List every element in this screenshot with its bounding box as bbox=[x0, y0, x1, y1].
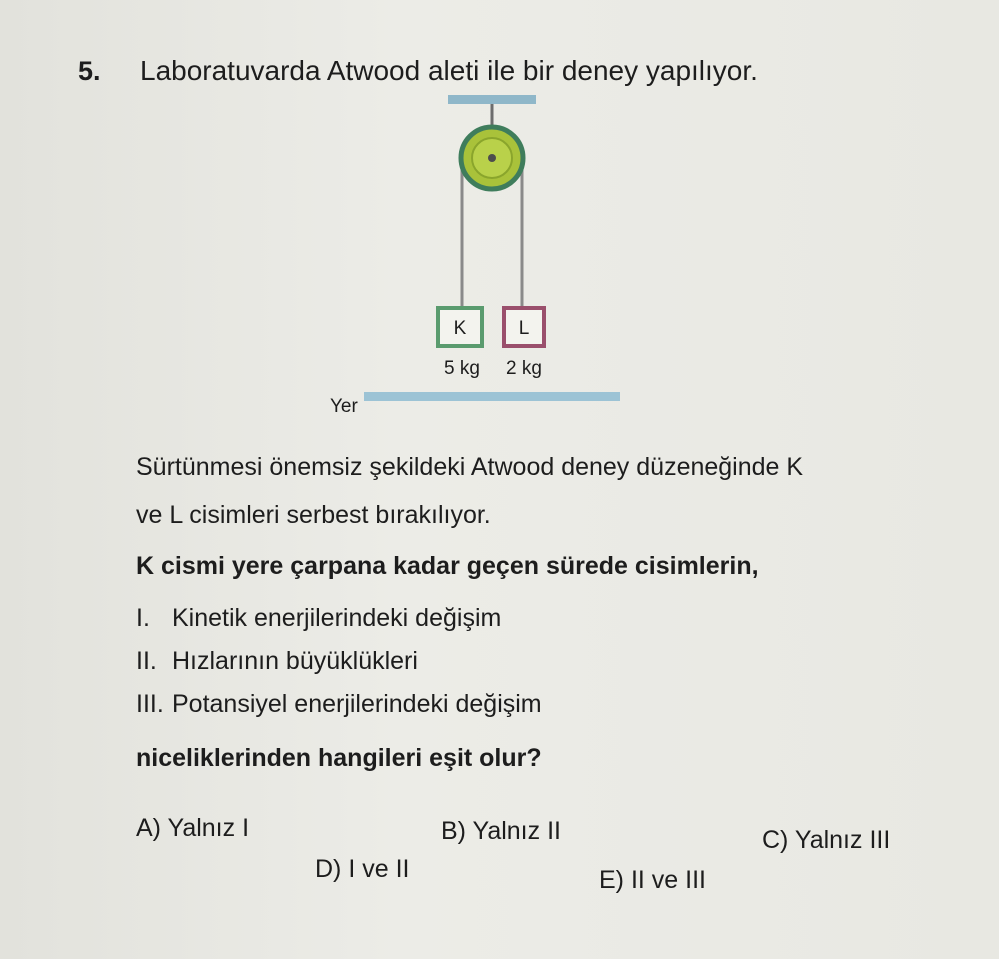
question-prompt: K cismi yere çarpana kadar geçen sürede cisimlerin, bbox=[136, 552, 759, 580]
statement-iii bbox=[136, 690, 542, 719]
option-d[interactable]: D) I ve II bbox=[315, 855, 410, 883]
statement-ii bbox=[136, 647, 418, 676]
question-stem: niceliklerinden hangileri eşit olur? bbox=[136, 744, 542, 772]
block-l-label: L bbox=[518, 318, 530, 339]
ground-line bbox=[364, 392, 620, 401]
statement-ii-numeral: II. bbox=[136, 647, 157, 675]
option-b[interactable]: B) Yalnız II bbox=[441, 817, 561, 845]
statement-i-text: Kinetik enerjilerindeki değişim bbox=[172, 604, 502, 632]
ceiling-bar bbox=[448, 95, 536, 104]
block-l-mass: 2 kg bbox=[506, 358, 542, 379]
question-title: Laboratuvarda Atwood aleti ile bir deney yapılıyor. bbox=[140, 55, 758, 86]
statement-iii-text: Potansiyel enerjilerindeki değişim bbox=[172, 690, 542, 718]
question-number: 5. bbox=[78, 56, 101, 86]
atwood-machine-figure bbox=[300, 90, 640, 420]
statement-ii-text: Hızlarının büyüklükleri bbox=[172, 647, 418, 675]
statement-i bbox=[136, 604, 501, 633]
option-c[interactable]: C) Yalnız III bbox=[762, 826, 891, 854]
ground-label: Yer bbox=[330, 396, 358, 417]
block-k-label: K bbox=[453, 318, 467, 339]
option-a[interactable]: A) Yalnız I bbox=[136, 814, 250, 842]
body-line-1: Sürtünmesi önemsiz şekildeki Atwood deney düzeneğinde K bbox=[136, 453, 804, 481]
block-k-mass: 5 kg bbox=[444, 358, 480, 379]
statement-iii-numeral: III. bbox=[136, 690, 164, 718]
pulley bbox=[461, 127, 523, 189]
body-line-2: ve L cisimleri serbest bırakılıyor. bbox=[136, 501, 491, 529]
option-e[interactable]: E) II ve III bbox=[599, 866, 706, 894]
statement-i-numeral: I. bbox=[136, 604, 150, 632]
